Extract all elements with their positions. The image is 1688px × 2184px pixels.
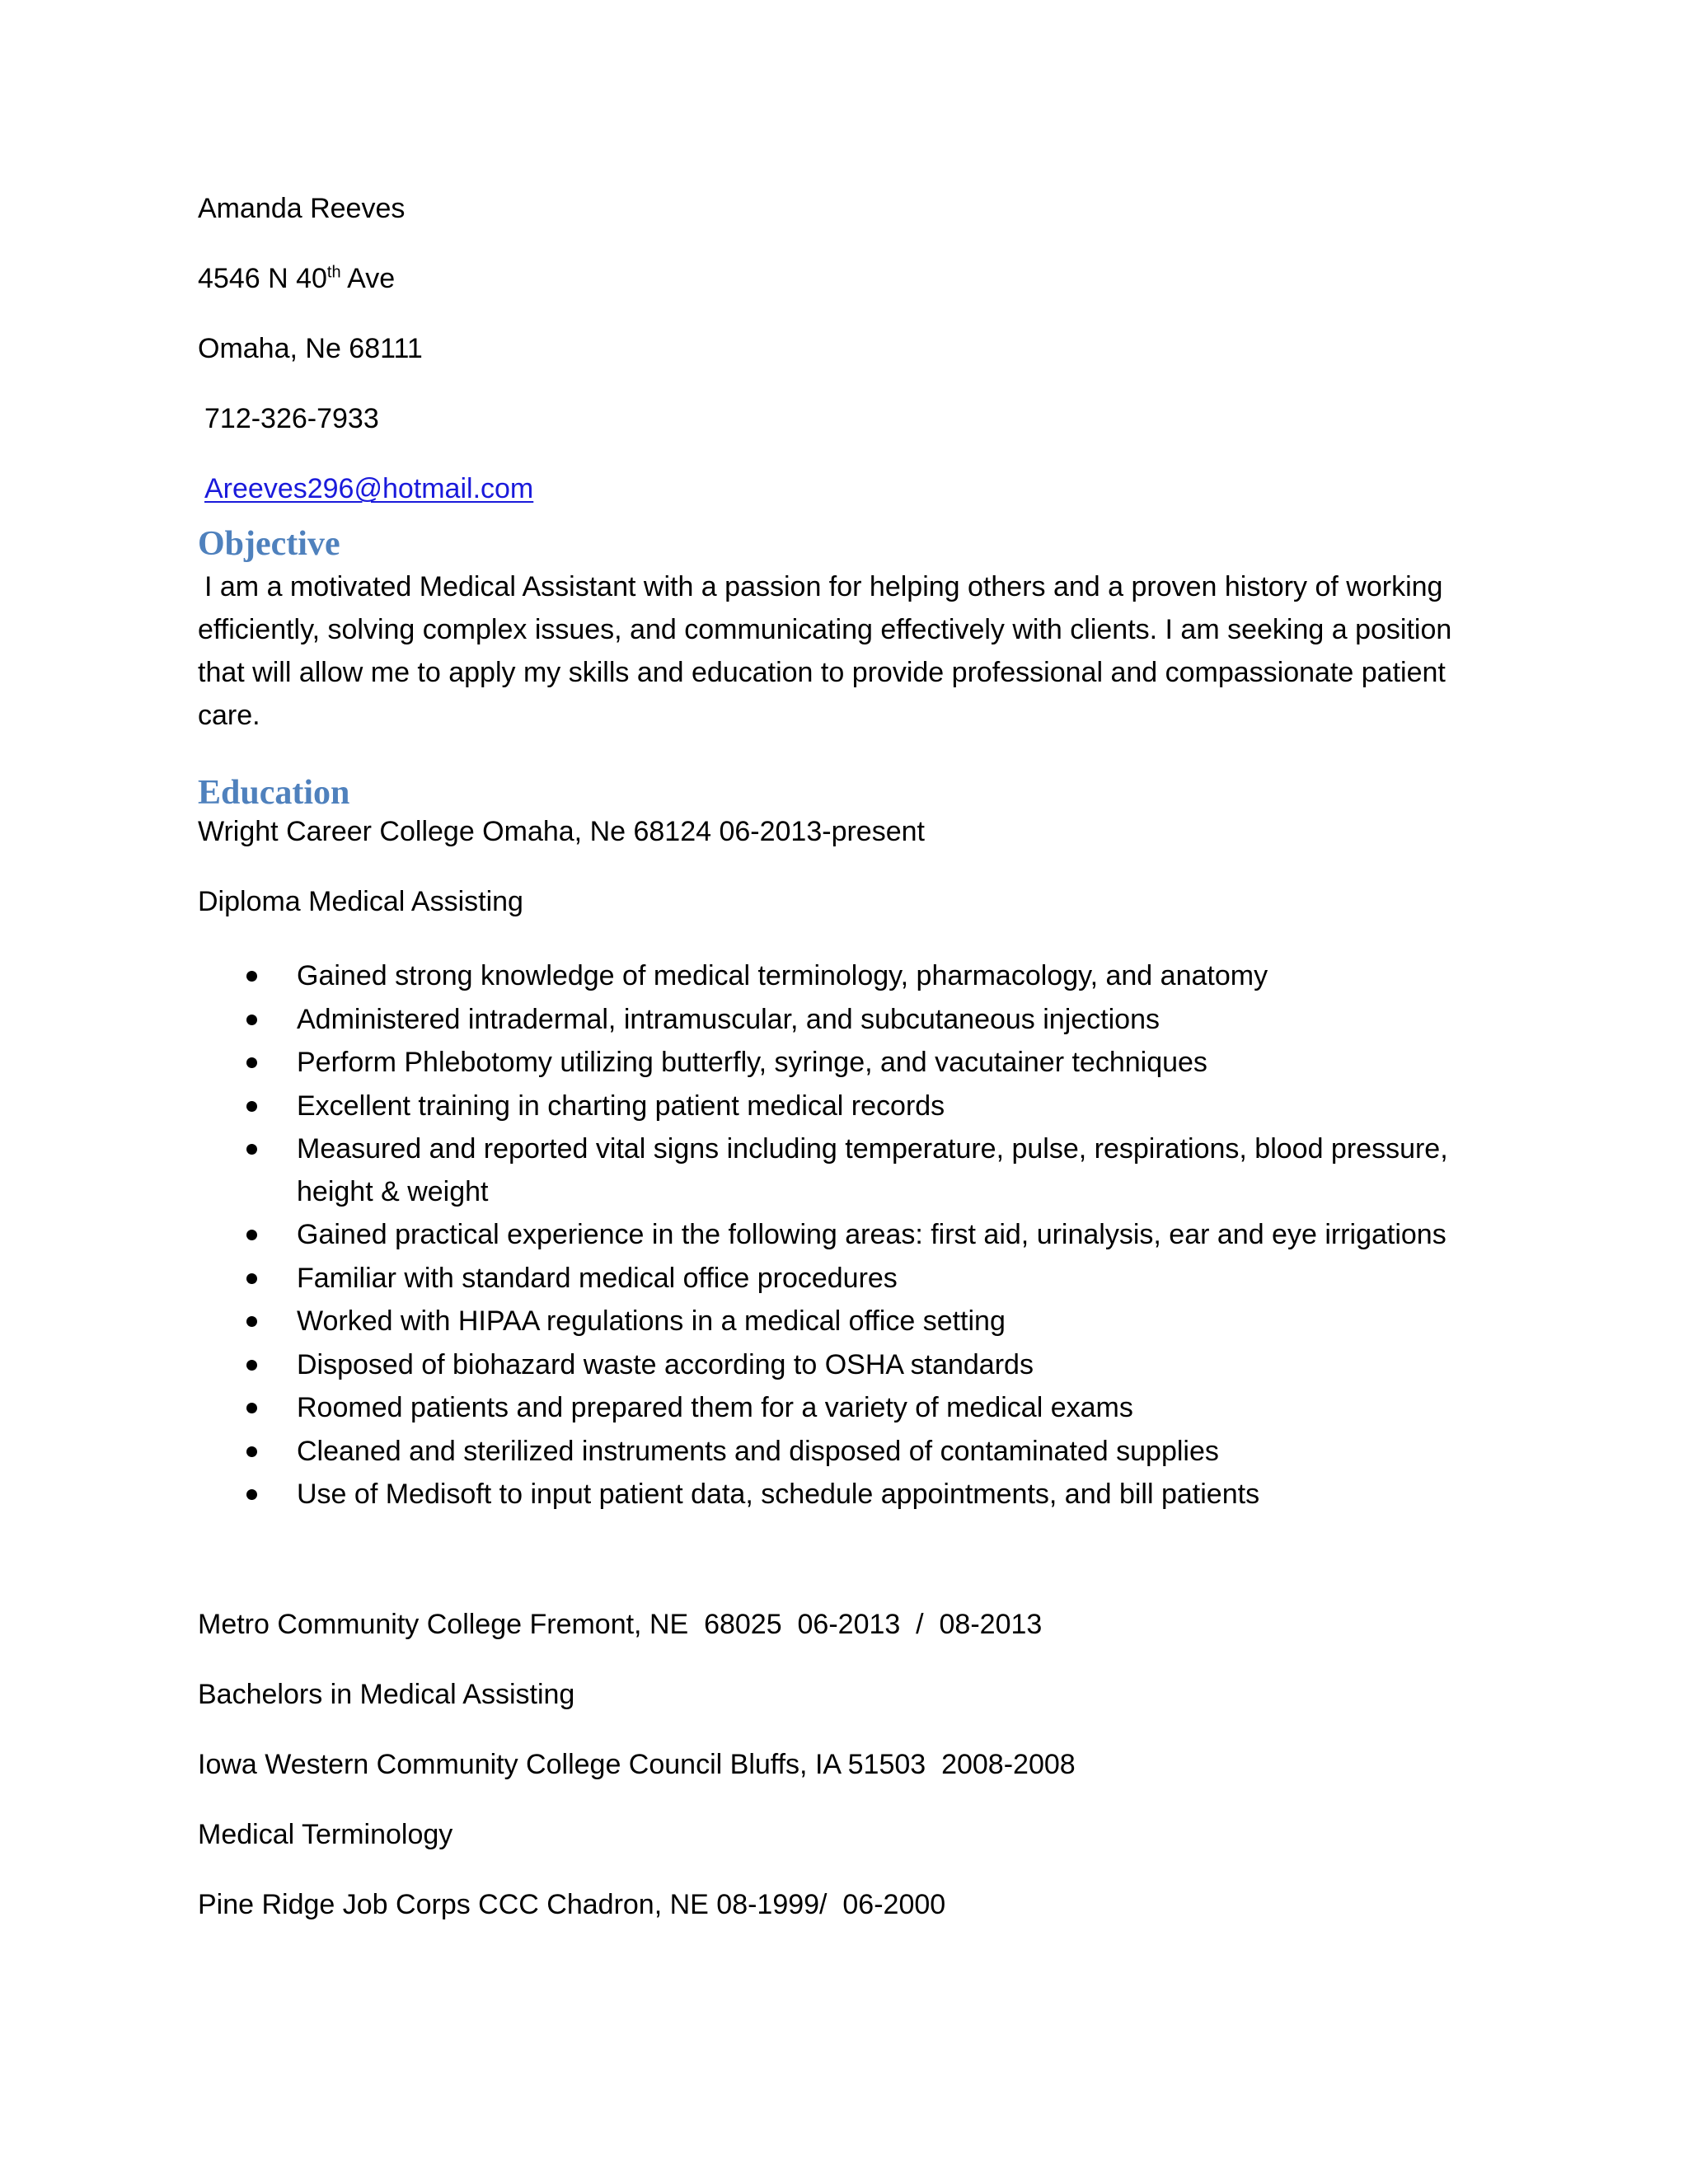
address-superscript: th (326, 263, 341, 282)
list-item-text: Use of Medisoft to input patient data, schedule appointments, and bill patients (297, 1479, 1260, 1510)
bullet-icon (246, 1015, 257, 1025)
bullet-icon (246, 971, 257, 982)
bullet-icon (246, 1057, 257, 1068)
list-item (198, 954, 1484, 998)
education-program-2: Bachelors in Medical Assisting (198, 1678, 575, 1710)
bullet-icon (246, 1403, 257, 1413)
contact-phone: 712-326-7933 (204, 403, 379, 434)
objective-paragraph: I am a motivated Medical Assistant with a passion for helping others and a proven history of working efficiently, solving complex issues, and communicating effectively with clients. I am seeking a position that will allow me to apply my skills and education to provide professional and compassionate patient care. (198, 571, 1452, 731)
list-item-text: Worked with HIPAA regulations in a medical office setting (297, 1305, 1006, 1337)
objective-heading: Objective (198, 525, 340, 563)
resume-content (198, 191, 1484, 1957)
list-item-text: Gained strong knowledge of medical terminology, pharmacology, and anatomy (297, 960, 1268, 991)
bullet-icon (246, 1230, 257, 1240)
list-item (198, 1257, 1484, 1301)
list-item-text: Gained practical experience in the following areas: first aid, urinalysis, ear and eye irrigations (297, 1219, 1447, 1250)
education-program-3: Medical Terminology (198, 1818, 453, 1850)
bullet-icon (246, 1101, 257, 1112)
list-item (198, 998, 1484, 1042)
list-item-text: Administered intradermal, intramuscular, and subcutaneous injections (297, 1003, 1160, 1035)
education-school-1: Wright Career College Omaha, Ne 68124 06-2013-present (198, 816, 925, 847)
bullet-icon (246, 1360, 257, 1371)
list-item-text: Perform Phlebotomy utilizing butterfly, syringe, and vacutainer techniques (297, 1047, 1207, 1078)
contact-city: Omaha, Ne 68111 (198, 333, 423, 364)
list-item (198, 1085, 1484, 1128)
list-item (198, 1213, 1484, 1257)
list-item (198, 1473, 1484, 1516)
list-item-text: Cleaned and sterilized instruments and disposed of contaminated supplies (297, 1435, 1219, 1467)
list-item-text: Disposed of biohazard waste according to OSHA standards (297, 1348, 1034, 1380)
list-item (198, 1343, 1484, 1387)
education-heading: Education (198, 774, 350, 812)
bullet-icon (246, 1144, 257, 1155)
contact-email-line (198, 471, 1484, 506)
education-program-1: Diploma Medical Assisting (198, 886, 523, 917)
address-prefix: 4546 N 40 (198, 263, 327, 294)
bullet-icon (246, 1489, 257, 1500)
education-school-4: Pine Ridge Job Corps CCC Chadron, NE 08-1999/ 06-2000 (198, 1888, 946, 1920)
section-spacer (198, 1516, 1484, 1607)
list-item-text: Roomed patients and prepared them for a variety of medical exams (297, 1392, 1133, 1423)
list-item (198, 1127, 1484, 1213)
list-item-text: Measured and reported vital signs including temperature, pulse, respirations, blood pressure, height & weight (297, 1133, 1448, 1207)
bullet-icon (246, 1446, 257, 1457)
objective-text (198, 565, 1484, 737)
list-item (198, 1300, 1484, 1343)
contact-name: Amanda Reeves (198, 193, 406, 224)
education-school-3: Iowa Western Community College Council Bluffs, IA 51503 2008-2008 (198, 1748, 1076, 1780)
contact-address (198, 261, 1484, 296)
list-item-text: Excellent training in charting patient medical records (297, 1090, 945, 1122)
bullet-icon (246, 1316, 257, 1327)
address-suffix: Ave (340, 263, 396, 294)
education-skills-list (198, 954, 1484, 1516)
list-item (198, 1041, 1484, 1085)
education-school-2: Metro Community College Fremont, NE 68025 06-2013 / 08-2013 (198, 1608, 1043, 1640)
list-item (198, 1430, 1484, 1474)
bullet-icon (246, 1273, 257, 1284)
list-item-text: Familiar with standard medical office procedures (297, 1262, 898, 1294)
email-link[interactable]: Areeves296@hotmail.com (204, 473, 534, 504)
list-item (198, 1386, 1484, 1430)
